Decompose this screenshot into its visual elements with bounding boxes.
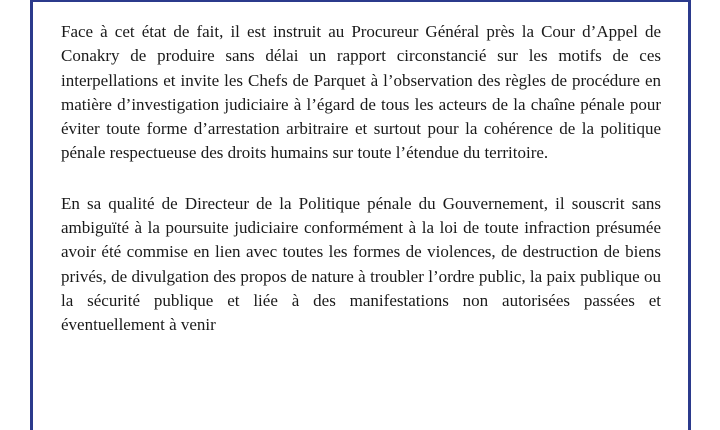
page-frame-left-border [30, 0, 33, 430]
paragraph-penal-policy-director: En sa qualité de Directeur de la Politique pénale du Gouvernement, il souscrit sans ambiguïté à la poursuite judiciaire conformément à la loi de toute infraction présumée avoir été commise en lien avec toutes les formes de violences, de destruction de biens privés, de divulgation des propos de nature à troubler l’ordre public, la paix publique ou la sécurité publique et liée à des manifestations non autorisées passées et éventuellement à venir [61, 193, 661, 335]
page-frame-right-border [688, 0, 691, 430]
paragraph-prosecutor-instruction: Face à cet état de fait, il est instruit au Procureur Général près la Cour d’Appel de Conakry de produire sans délai un rapport circonstancié sur les motifs de ces interpellations et invite les Chefs de Parquet à l’observation des règles de procédure en matière d’investigation judiciaire à l’égard de tous les acteurs de la chaîne pénale pour éviter toute forme d’arrestation arbitraire et surtout pour la cohérence de la politique pénale respectueuse des droits humains sur toute l’étendue du territoire. [61, 22, 661, 163]
page-frame-top-border [30, 0, 691, 2]
document-body [61, 20, 661, 364]
